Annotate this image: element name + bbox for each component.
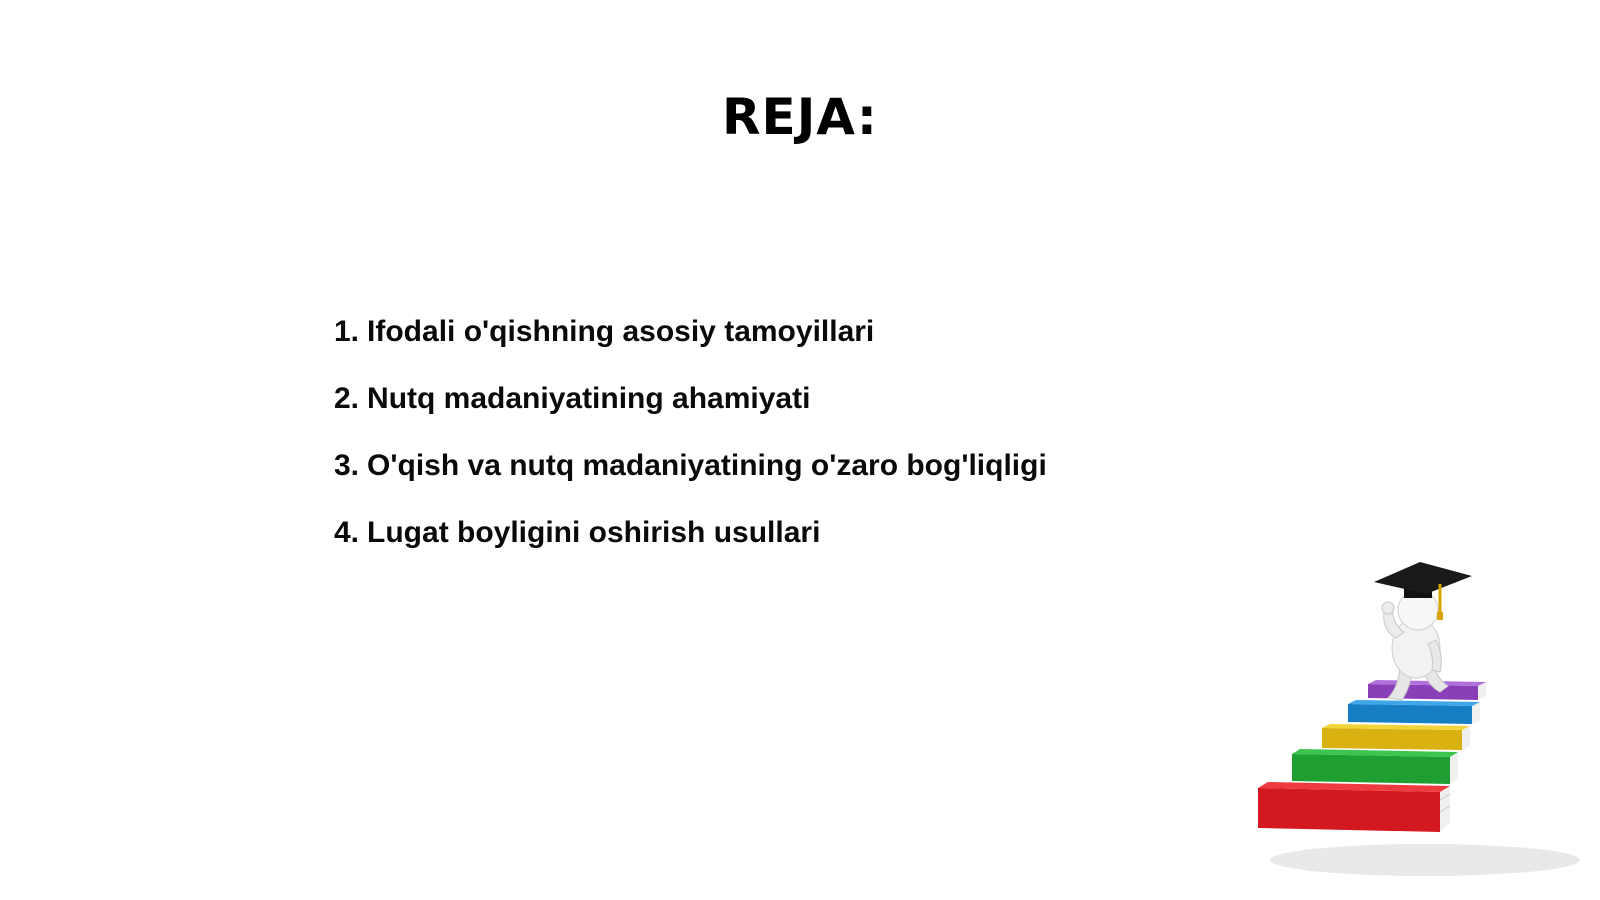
graduate-figure	[1374, 562, 1472, 700]
list-item-text: Nutq madaniyatining ahamiyati	[367, 382, 811, 415]
slide-title: REJA:	[722, 88, 878, 146]
list-item	[334, 381, 1047, 417]
plan-list	[334, 314, 1047, 582]
graduate-on-books-icon	[1250, 560, 1580, 880]
list-item-number: 2.	[334, 382, 360, 415]
list-item-text: Ifodali o'qishning asosiy tamoyillari	[367, 315, 875, 348]
book-green	[1292, 749, 1458, 784]
book-red	[1258, 782, 1450, 832]
book-blue	[1348, 700, 1480, 724]
list-item-text: Lugat boyligini oshirish usullari	[367, 516, 821, 549]
book-yellow	[1322, 724, 1470, 750]
list-item-number: 3.	[334, 449, 360, 482]
list-item-text: O'qish va nutq madaniyatining o'zaro bog'liqligi	[367, 449, 1047, 482]
list-item-number: 4.	[334, 516, 360, 549]
shadow	[1270, 844, 1580, 876]
list-item	[334, 448, 1047, 484]
list-item	[334, 515, 1047, 551]
list-item	[334, 314, 1047, 350]
list-item-number: 1.	[334, 315, 360, 348]
book-purple	[1368, 680, 1486, 700]
